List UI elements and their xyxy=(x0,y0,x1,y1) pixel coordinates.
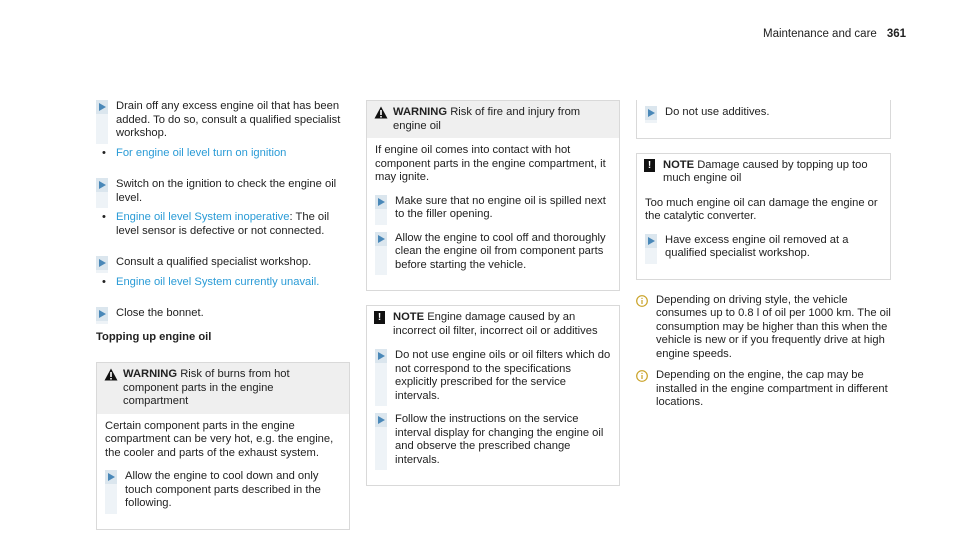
warning-step: Make sure that no engine oil is spilled next to the filler opening. xyxy=(375,195,611,222)
info-icon xyxy=(636,370,648,382)
note-label: NOTE xyxy=(663,158,695,171)
warning-step: Allow the engine to cool off and thoroughly clean the engine oil from component parts before starting the vehicle. xyxy=(375,232,611,273)
warning-step: Allow the engine to cool down and only touch component parts described in the following. xyxy=(105,470,341,511)
note-step: Do not use engine oils or oil filters which do not correspond to the specifications explicitly prescribed for the service intervals. xyxy=(375,349,611,403)
warning-text: Certain component parts in the engine compartment can be very hot, e.g. the engine, the cooler and parts of the exhaust system. xyxy=(105,419,334,459)
warning-text: If engine oil comes into contact with hot component parts in the engine compartment, it may ignite. xyxy=(375,144,606,183)
arrow-step-icon xyxy=(96,178,108,192)
note-step: Have excess engine oil removed at a qualified specialist workshop. xyxy=(645,234,882,261)
note-box xyxy=(366,305,620,486)
arrow-step-icon xyxy=(375,232,387,246)
page-number: 361 xyxy=(886,28,906,40)
section-title: Maintenance and care xyxy=(763,28,877,40)
page-header xyxy=(763,28,906,42)
step-drain-oil: Drain off any excess engine oil that has been added. To do so, consult a qualified specialist workshop. xyxy=(96,100,350,141)
display-message: For engine oil level turn on ignition xyxy=(116,146,287,159)
display-message: Engine oil level System currently unavail. xyxy=(116,275,320,288)
continued-box xyxy=(636,100,891,139)
warning-box xyxy=(96,362,350,530)
note-header xyxy=(637,154,890,191)
column-2 xyxy=(366,100,620,500)
note-title: Engine damage caused by an incorrect oil filter, incorrect oil or additives xyxy=(393,311,598,337)
warning-box xyxy=(366,100,620,291)
result-item: • Engine oil level System currently unavail. xyxy=(102,275,320,288)
section-heading: Topping up engine oil xyxy=(96,330,212,343)
note-label: NOTE xyxy=(393,311,425,323)
step-switch-ignition: Switch on the ignition to check the engine oil level. xyxy=(96,178,350,205)
note-header xyxy=(367,306,619,343)
arrow-step-icon xyxy=(96,100,108,114)
note-step: Follow the instructions on the service interval display for changing the engine oil and observe the prescribed change intervals. xyxy=(375,413,611,467)
result-item: • Engine oil level System inoperative: The oil level sensor is defective or not connected. xyxy=(102,211,330,237)
warning-triangle-icon xyxy=(374,106,388,119)
warning-header xyxy=(367,101,619,138)
warning-title: Risk of fire and injury from engine oil xyxy=(393,106,581,132)
arrow-step-icon xyxy=(375,349,387,363)
note-title: Damage caused by topping up too much engine oil xyxy=(663,158,868,184)
exclamation-note-icon: ! xyxy=(374,311,385,324)
arrow-step-icon xyxy=(105,470,117,484)
arrow-step-icon xyxy=(645,106,657,120)
step-consult-workshop: Consult a qualified specialist workshop. xyxy=(96,256,350,270)
warning-label: WARNING xyxy=(123,368,178,380)
info-item: Depending on the engine, the cap may be installed in the engine compartment in different locations. xyxy=(636,369,891,410)
warning-header xyxy=(97,363,349,414)
warning-title: Risk of burns from hot component parts in the engine compartment xyxy=(123,368,290,407)
warning-triangle-icon xyxy=(104,368,118,381)
step-close-bonnet: Close the bonnet. xyxy=(96,307,350,321)
display-message: Engine oil level System inoperative xyxy=(116,211,290,223)
info-icon xyxy=(636,295,648,307)
arrow-step-icon xyxy=(375,413,387,427)
arrow-step-icon xyxy=(645,234,657,248)
note-box xyxy=(636,153,891,280)
column-3 xyxy=(636,100,891,418)
arrow-step-icon xyxy=(96,307,108,321)
result-item: • For engine oil level turn on ignition xyxy=(102,146,287,159)
info-item: Depending on driving style, the vehicle consumes up to 0.8 l of oil per 1000 km. The oil consumption may be higher than this when the vehicle is new or if you frequently drive at high engine speeds. xyxy=(636,294,891,362)
column-1 xyxy=(96,100,350,544)
note-text: Too much engine oil can damage the engine or the catalytic converter. xyxy=(645,196,878,222)
arrow-step-icon xyxy=(96,256,108,270)
warning-label: WARNING xyxy=(393,106,448,118)
step-no-additives: Do not use additives. xyxy=(645,106,882,120)
arrow-step-icon xyxy=(375,195,387,209)
exclamation-note-icon: ! xyxy=(644,159,655,172)
